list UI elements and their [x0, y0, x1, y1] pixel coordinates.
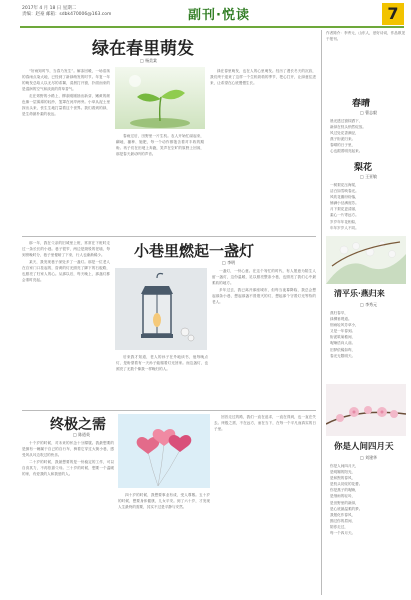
page-number: 7: [382, 3, 404, 25]
header-rule: [20, 26, 404, 28]
poem-line: 是明媚的阳光，: [330, 470, 356, 475]
article-title-lamp: 小巷里燃起一盏灯: [134, 242, 255, 260]
poem-line: 燕归春早，: [330, 311, 348, 315]
poem-intro-block: [326, 30, 406, 80]
article-body-spring-col1: [22, 68, 110, 233]
poem-title-lihua: 梨花: [354, 163, 373, 173]
poem-photo-blossom: [326, 384, 406, 436]
editor-line: 责编：赵豪 邮箱：sdbk470006@163.com: [22, 12, 112, 17]
article-byline-lamp: □ 李明: [222, 260, 235, 266]
article-title-spring: 绿在春里萌发: [92, 39, 194, 59]
poem-line: 风吹花瓣纷纷落，: [330, 195, 359, 200]
poem-line: 你是人间四月天，: [330, 464, 359, 468]
poem-photo-flowers: [326, 236, 406, 284]
paragraph: 春雨过后，田野里一片生机。农人开始忙碌起来，翻地、播种、施肥，每一个动作都饱含着对丰收的期盼。孩子们在田埂上奔跑，笑声在空旷的原野上回荡，那是春天最动听的声音。: [116, 134, 204, 157]
article-body-ultimate-col1: [22, 440, 114, 595]
section-divider: [22, 236, 316, 237]
poem-byline-april: □ 刘建华: [360, 455, 377, 461]
poem-line: 春光无限明天。: [330, 353, 356, 358]
paragraph: 一盏灯，一份心意。在这个匆忙的时代，有人愿意为陌生人留一盏灯，这份温暖，足以照亮整条小巷，也照亮了我们心中最柔软的地方。: [212, 269, 316, 286]
paragraph: 走在郊野的小路上，柳条刚刚抽出新芽，嫩黄的颜色像一层薄薄的轻纱，笼罩在河岸两旁。小草从泥土里探出头来，怯生生地打量着这个世界。我们看到的绿，是生命最朴素的表达。: [22, 93, 110, 117]
poem-line: 是田野里的新绿，: [330, 500, 359, 505]
poem-line: 是和煦的春风，: [330, 476, 356, 481]
paragraph: 二十岁的时候，我最想要的是一份稳定的工作，可以自食其力，不再依靠父母。三十岁的时候，想要一个温暖的家，有爱我的人和我爱的人。: [22, 459, 114, 476]
poem-title-april: 你是人间四月天: [334, 442, 394, 452]
article-body-spring-col3: [210, 68, 316, 233]
poem-line: 风过处花香满径，: [330, 131, 359, 136]
poem-line: 陪你走过，: [330, 524, 348, 529]
poem-line: 铺满小径满庭芳。: [330, 201, 359, 206]
poem-line: 年年岁岁人不同。: [330, 225, 359, 230]
poem-title-swallow: 清平乐·燕归来: [334, 288, 385, 298]
article-body-spring-col2: [116, 133, 204, 233]
poem-byline-lihua: □ 王亚敏: [360, 174, 377, 180]
poem-line: 是心底最温柔的梦。: [330, 506, 363, 511]
poem-line: 又是一年春到。: [330, 329, 356, 334]
poem-line: 细雨轻风芳草小，: [330, 323, 359, 328]
article-body-lamp-col2: [116, 354, 208, 406]
poem-line: 素心一片寄远方。: [330, 213, 359, 218]
article-photo-sprout: [115, 67, 205, 129]
poem-line: 春晴的日子里，: [330, 143, 356, 148]
poem-line: 月下梨花更清丽，: [330, 207, 359, 212]
poem-byline-swallow: □ 李秀元: [360, 302, 377, 308]
issue-info: [22, 6, 111, 18]
article-body-lamp-col1: [22, 240, 110, 406]
poem-line: 绿柳垂堤道。: [330, 317, 352, 322]
poem-line: 岁岁年年花相似，: [330, 219, 359, 224]
paragraph: 四十岁的时候，我想要事业有成，受人尊敬。五十岁的时候，想要身体健康，儿女平安。到了六十岁，才发现人生最终的需要，其实不过是平静与安然。: [118, 493, 210, 510]
issue-date: 2017年 4 月 18 日 星期二: [22, 6, 77, 11]
poem-body-april: [330, 463, 406, 595]
masthead: [0, 0, 411, 28]
poem-line: 一树梨花压海棠，: [330, 183, 359, 187]
poem-line: 心也跟着明亮起来。: [330, 149, 363, 154]
paragraph: 绿在春里萌发，也在人的心里萌发。经历了漫长冬天的沉寂，我们终于迎来了这样一个生机勃勃的季节，把心打开，让绿意住进来，让希望在心底慢慢生长。: [210, 69, 316, 86]
paragraph: 十个岁的时候，对未来的怀念十分朦胧。我最想要的是拥有一辆属于自己的自行车，骑着它穿过大街小巷，感受风从耳边吹过的快乐。: [22, 441, 114, 458]
poem-line: 我愿化作春风，: [330, 512, 356, 517]
poem-body-chunqing: [330, 118, 406, 156]
column-divider: [321, 30, 322, 595]
article-photo-balloons: [118, 414, 210, 488]
article-photo-lantern: [115, 268, 207, 350]
poem-byline-chunqing: □ 曹志毅: [360, 110, 377, 116]
poem-line: 每一个四月天。: [330, 531, 356, 536]
poem-line: 衔泥筑巢檐间，: [330, 335, 356, 340]
article-body-lamp-col3: [212, 268, 316, 406]
poem-line: 晨光透过窗棂洒下，: [330, 119, 363, 123]
poem-line: 是枝头初绽的花蕾。: [330, 482, 363, 487]
article-byline-ultimate: □ 陈道英: [73, 432, 90, 438]
paragraph: 多年过去，我已离开那座城市，但每当夜幕降临，我总会想起那条小巷，想起那盏不曾熄灭的灯，想起那个守着灯光等待的老人。: [212, 287, 316, 304]
intro-note: 作者简介：李秀元，山东人，爱好诗词，作品散见于报刊。: [326, 31, 406, 42]
paragraph: 那一年，我在父亲的旧城里上班，常常在下班时走过一条长长的小巷。巷子很窄，两边是斑驳的老墙，每到傍晚时分，巷子里便暗了下来，行人也渐渐稀少。: [22, 241, 110, 258]
paragraph: 后来我才知道，老人的孙子在外地读书，他每晚点灯，是盼望着有一天孙子能循着灯光回家。而这盏灯，也照亮了无数个像我一样晚归的人。: [116, 355, 208, 372]
poem-line: 燕子衔泥归来。: [330, 137, 356, 142]
paragraph: “好雨知时节，当春乃发生”。解冻回暖，一场浩荡的春雨点染大地，已经到了新绿萌发的时节。年复一年的萌发总给人以无尽的希冀，清晨打开窗，扑面而来的是湿润的空气和淡淡的青草香气。: [22, 69, 110, 92]
poem-title-chunqing: 春晴: [352, 99, 371, 109]
poem-line: 拂过你的眉间，: [330, 518, 356, 523]
poem-line: 旧梦依稀如昨，: [330, 347, 356, 352]
article-body-ultimate-col3: [214, 414, 316, 595]
poem-body-swallow: [330, 310, 406, 380]
article-byline-spring: □ 杨美棠: [140, 58, 157, 64]
article-body-ultimate-col2: [118, 492, 210, 595]
paragraph: 回首走过的路，我们一直在追求，一直在得到，也一直在失去。终极之需，不在远方，而在当下，在每一个平凡而真实的日子里。: [214, 415, 316, 432]
section-divider: [22, 410, 316, 411]
section-title: 副刊·悦读: [188, 8, 250, 23]
poem-line: 是细雨的轻吟，: [330, 494, 356, 499]
poem-line: 呢喃语向人前。: [330, 341, 356, 346]
poem-line: 新绿在枝头悄然绽放。: [330, 125, 366, 130]
poem-line: 洁白如雪映春光。: [330, 189, 359, 194]
poem-line: 你是燕子的呢喃，: [330, 488, 359, 493]
poem-body-lihua: [330, 182, 406, 232]
article-title-ultimate: 终极之需: [50, 417, 106, 433]
paragraph: 某天，我发现巷子深处多了一盏灯。那是一位老人在自家门口挂起的，昏黄的灯光照亮了脚下的石板路，也照亮了归家人的心。从那以后，每天晚上，那盏灯都会准时亮起。: [22, 259, 110, 283]
